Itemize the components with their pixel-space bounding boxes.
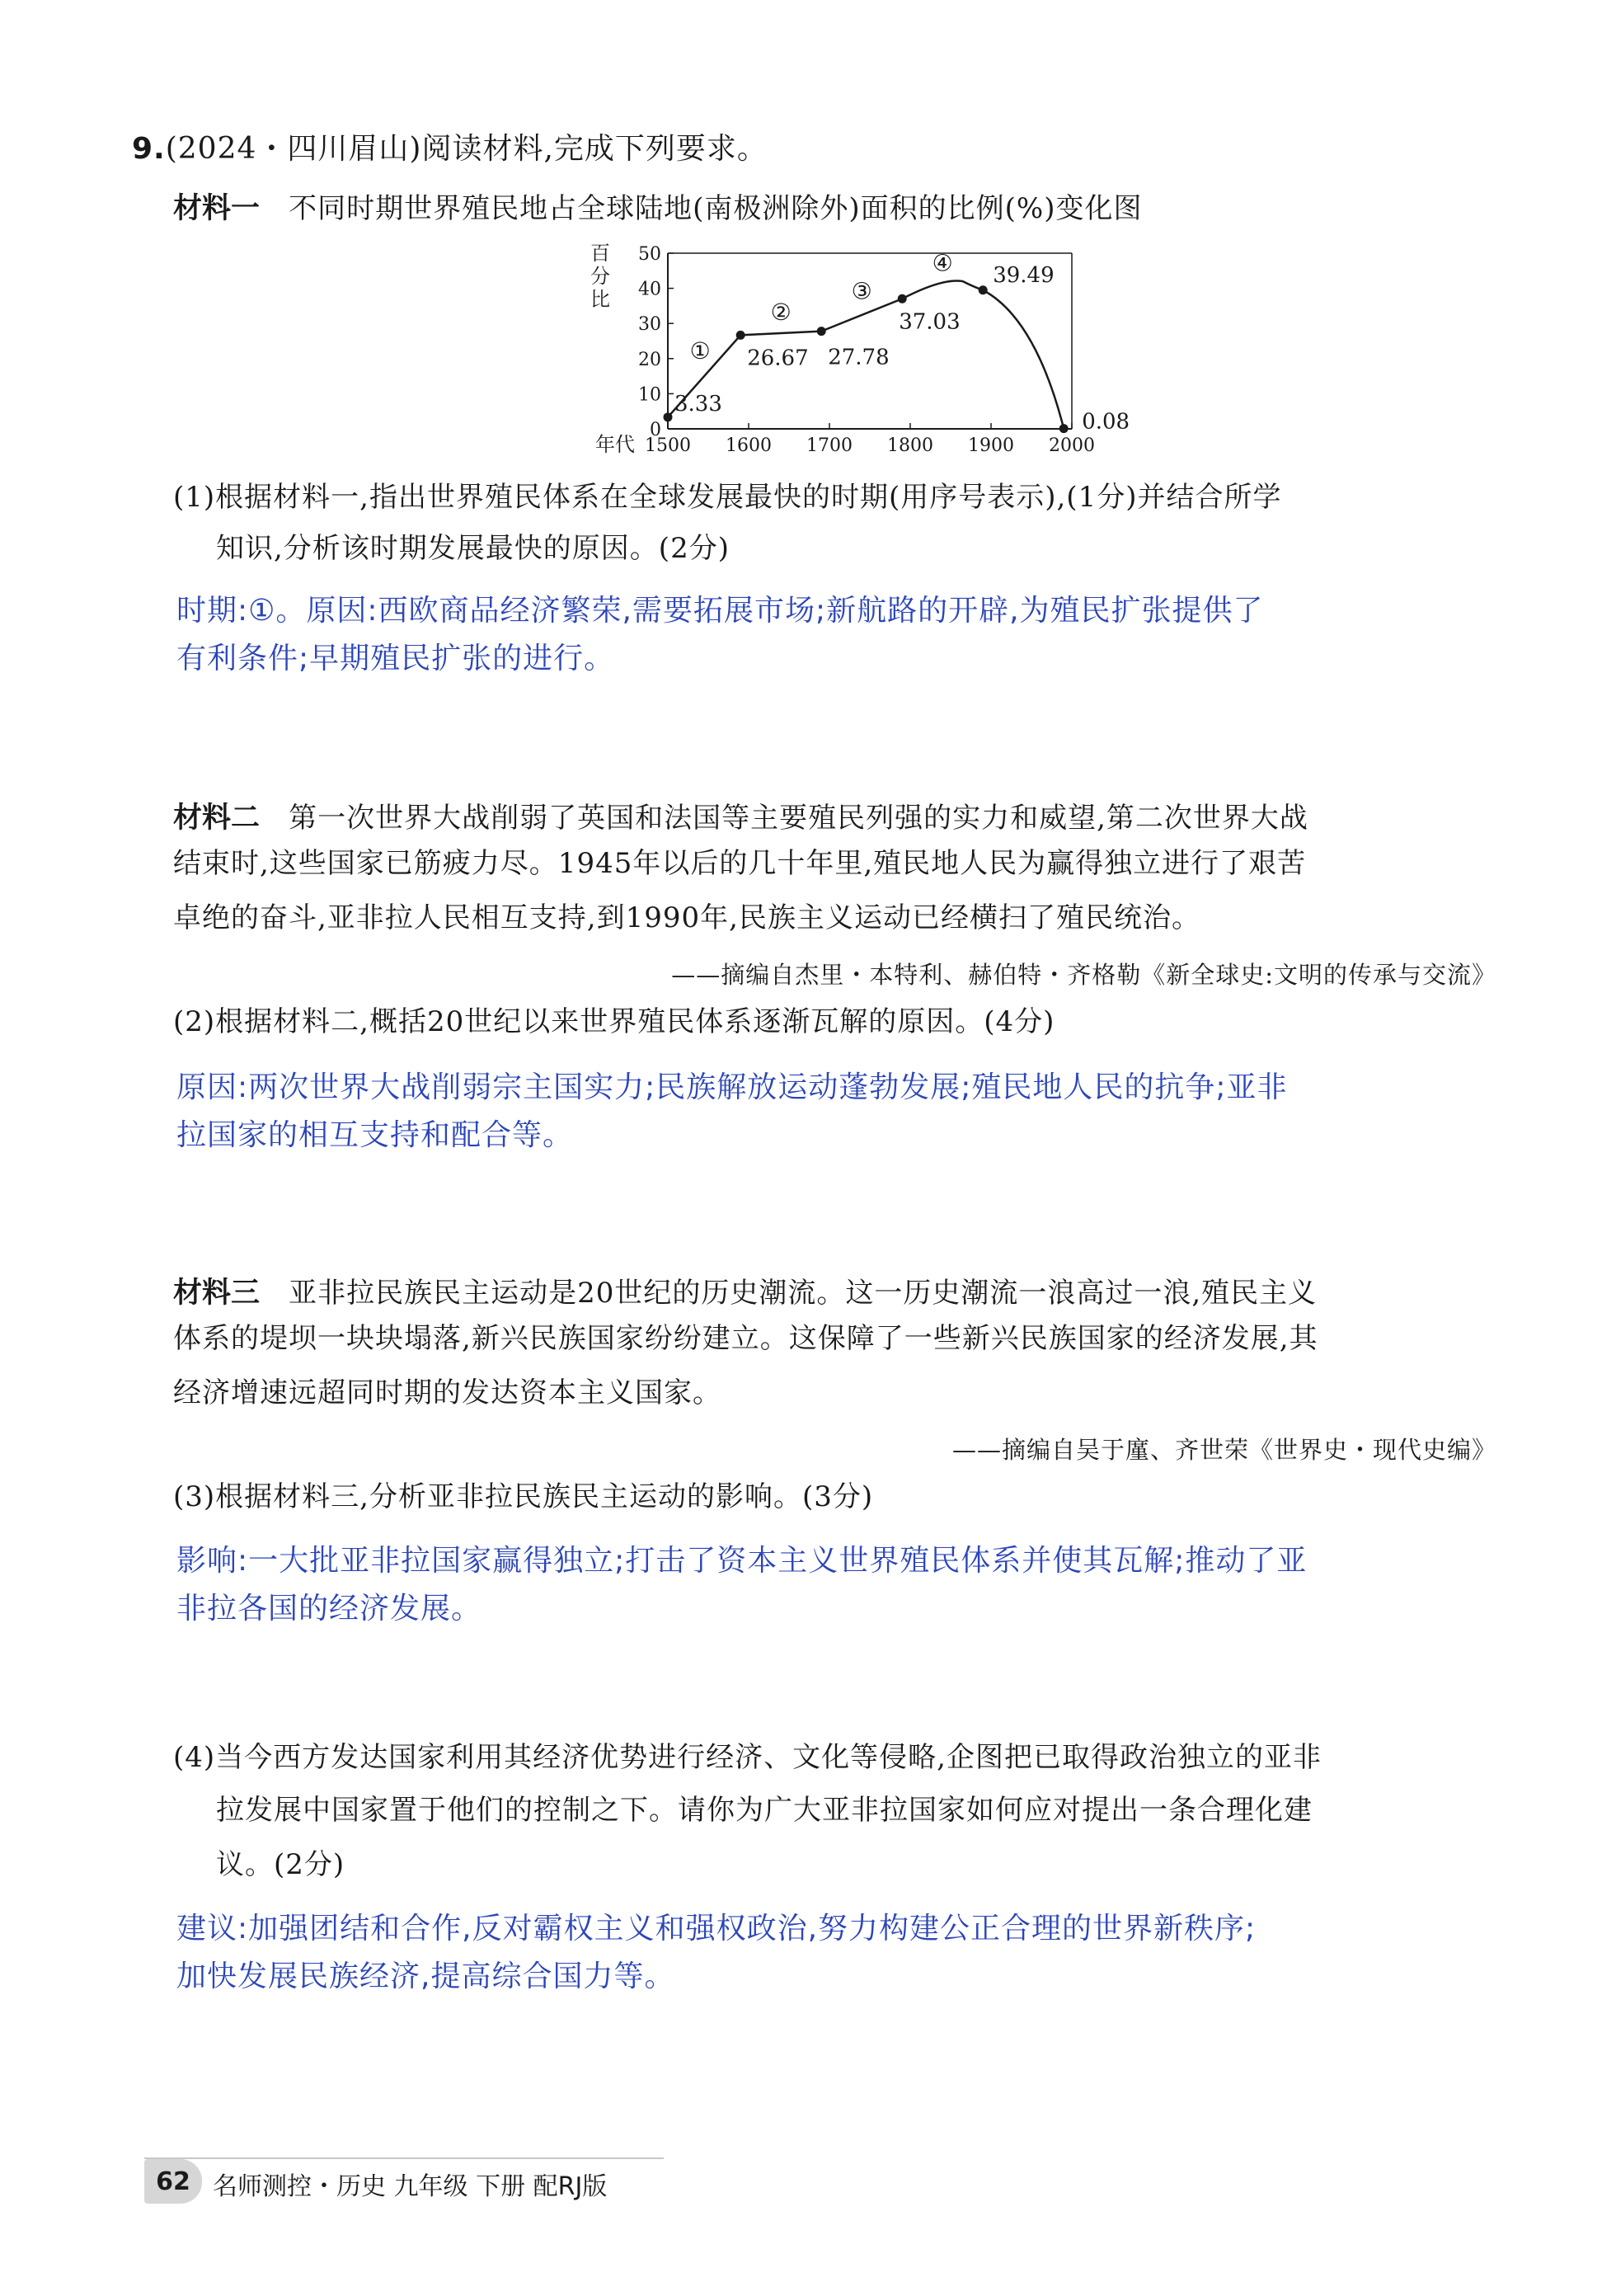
q1-answer-line-1: 时期:①。原因:西欧商品经济繁荣,需要拓展市场;新航路的开辟,为殖民扩张提供了 bbox=[176, 594, 1264, 628]
material2-line-3: 卓绝的奋斗,亚非拉人民相互支持,到1990年,民族主义运动已经横扫了殖民统治。 bbox=[173, 901, 1200, 934]
material3-line-3: 经济增速远超同时期的发达资本主义国家。 bbox=[173, 1376, 721, 1409]
x-tick-label: 1500 bbox=[645, 435, 691, 456]
material2-label: 材料二 bbox=[173, 802, 261, 835]
material2-line-2: 结束时,这些国家已筋疲力尽。1945年以后的几十年里,殖民地人民为赢得独立进行了艰苦 bbox=[173, 847, 1307, 880]
q4-answer-line-1: 建议:加强团结和合作,反对霸权主义和强权政治,努力构建公正合理的世界新秩序; bbox=[176, 1912, 1257, 1945]
data-value-label: 0.08 bbox=[1082, 409, 1130, 435]
q4-answer-line-2: 加快发展民族经济,提高综合国力等。 bbox=[176, 1960, 675, 1993]
period-marker: ② bbox=[770, 298, 792, 326]
ylabel-char: 分 bbox=[590, 265, 610, 288]
x-tick-label: 1600 bbox=[726, 435, 772, 456]
x-tick-label: 2000 bbox=[1049, 435, 1095, 456]
q4-line-1: (4)当今西方发达国家利用其经济优势进行经济、文化等侵略,企图把已取得政治独立的亚非 bbox=[173, 1741, 1322, 1774]
q3-line: (3)根据材料三,分析亚非拉民族民主运动的影响。(3分) bbox=[173, 1480, 874, 1513]
q2-answer-line-2: 拉国家的相互支持和配合等。 bbox=[176, 1118, 574, 1152]
material1-text: 不同时期世界殖民地占全球陆地(南极洲除外)面积的比例(%)变化图 bbox=[289, 192, 1143, 225]
data-point bbox=[1059, 424, 1069, 433]
data-point bbox=[817, 327, 826, 336]
period-marker: ① bbox=[689, 336, 711, 365]
period-marker: ④ bbox=[932, 249, 953, 277]
q2-line: (2)根据材料二,概括20世纪以来世界殖民体系逐渐瓦解的原因。(4分) bbox=[173, 1005, 1055, 1038]
q1-line-2: 知识,分析该时期发展最快的原因。(2分) bbox=[216, 532, 730, 565]
question-text: (2024・四川眉山)阅读材料,完成下列要求。 bbox=[165, 132, 768, 166]
material2-source: ——摘编自杰里・本特利、赫伯特・齐格勒《新全球史:文明的传承与交流》 bbox=[671, 961, 1496, 989]
material3-line-1: 亚非拉民族民主运动是20世纪的历史潮流。这一历史潮流一浪高过一浪,殖民主义 bbox=[289, 1277, 1318, 1310]
x-tick-label: 1700 bbox=[806, 435, 853, 456]
material2-line-1: 第一次世界大战削弱了英国和法国等主要殖民列强的实力和威望,第二次世界大战 bbox=[289, 802, 1308, 835]
y-tick-label: 30 bbox=[638, 314, 661, 336]
q1-answer-line-2: 有利条件;早期殖民扩张的进行。 bbox=[176, 642, 615, 675]
data-value-label: 37.03 bbox=[899, 309, 961, 335]
material3-source: ——摘编自吴于廑、齐世荣《世界史・现代史编》 bbox=[951, 1436, 1496, 1464]
y-tick-label: 50 bbox=[638, 244, 661, 265]
material1-label: 材料一 bbox=[173, 192, 261, 225]
data-value-label: 27.78 bbox=[828, 345, 890, 370]
data-value-label: 3.33 bbox=[674, 391, 722, 416]
data-point bbox=[664, 412, 673, 421]
data-value-label: 39.49 bbox=[993, 262, 1055, 288]
q3-answer-line-2: 非拉各国的经济发展。 bbox=[176, 1592, 482, 1626]
question-title bbox=[132, 125, 768, 167]
q3-answer-line-1: 影响:一大批亚非拉国家赢得独立;打击了资本主义世界殖民体系并使其瓦解;推动了亚 bbox=[176, 1544, 1308, 1578]
data-point bbox=[898, 294, 907, 303]
q4-line-2: 拉发展中国家置于他们的控制之下。请你为广大亚非拉国家如何应对提出一条合理化建 bbox=[216, 1794, 1313, 1827]
data-point bbox=[736, 331, 745, 340]
question-number: 9. bbox=[132, 132, 166, 166]
y-tick-label: 20 bbox=[638, 349, 661, 370]
q4-line-3: 议。(2分) bbox=[216, 1848, 345, 1881]
material3-line-2: 体系的堤坝一块块塌落,新兴民族国家纷纷建立。这保障了一些新兴民族国家的经济发展,其 bbox=[173, 1322, 1318, 1355]
y-axis-label bbox=[590, 242, 610, 311]
footer-rule bbox=[144, 2157, 664, 2159]
q1-line-1: (1)根据材料一,指出世界殖民体系在全球发展最快的时期(用序号表示),(1分)并结合所学 bbox=[173, 481, 1282, 514]
period-marker: ③ bbox=[851, 277, 872, 305]
x-tick-label: 1900 bbox=[968, 435, 1014, 456]
book-title: 名师测控・历史 九年级 下册 配RJ版 bbox=[213, 2172, 608, 2201]
ylabel-char: 百 bbox=[590, 242, 610, 265]
q2-answer-line-1: 原因:两次世界大战削弱宗主国实力;民族解放运动蓬勃发展;殖民地人民的抗争;亚非 bbox=[176, 1070, 1288, 1104]
y-tick-label: 0 bbox=[650, 420, 661, 440]
y-tick-label: 40 bbox=[638, 279, 661, 300]
x-tick-label: 1800 bbox=[887, 435, 933, 456]
x-axis-label: 年代 bbox=[595, 433, 635, 456]
material2-first-line bbox=[173, 795, 1308, 836]
data-value-label: 26.67 bbox=[747, 346, 809, 371]
page-number: 62 bbox=[144, 2159, 202, 2204]
material3-label: 材料三 bbox=[173, 1277, 261, 1310]
material3-first-line bbox=[173, 1270, 1317, 1311]
material1-heading bbox=[173, 186, 1142, 227]
colony-area-chart bbox=[569, 235, 1130, 474]
ylabel-char: 比 bbox=[590, 288, 610, 311]
y-tick-label: 10 bbox=[638, 384, 661, 406]
data-point bbox=[979, 285, 988, 294]
